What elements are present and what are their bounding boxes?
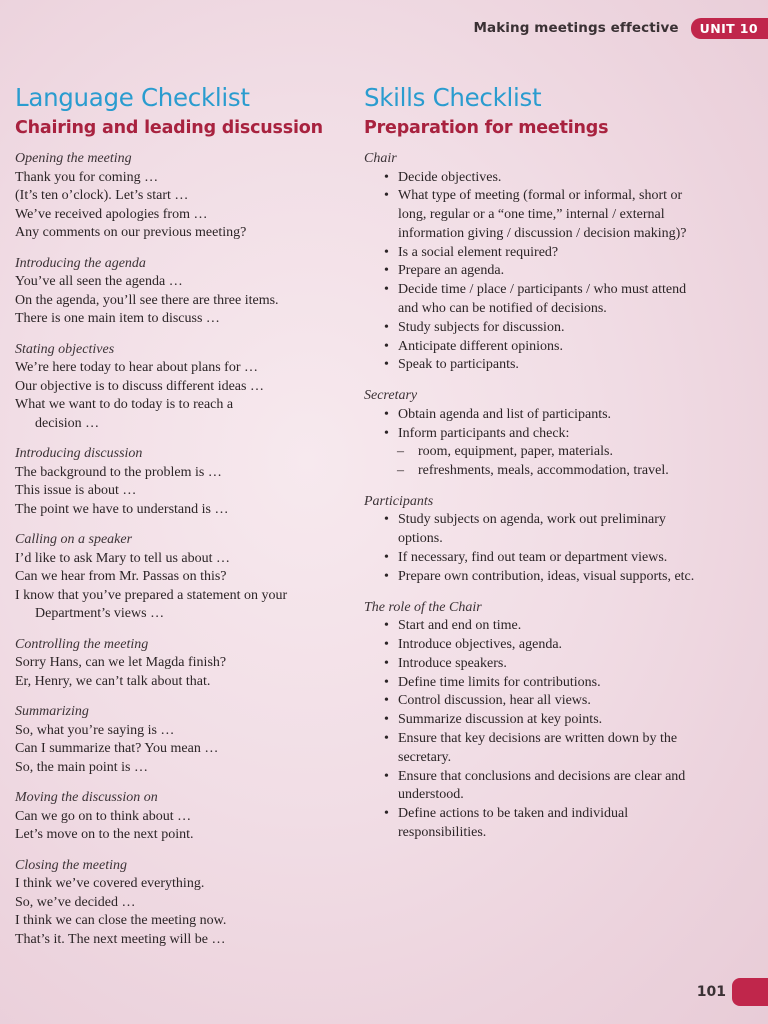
phrase-section [15,857,350,950]
skill-item-text: Summarize discussion at key points. [398,712,603,728]
page-header [473,14,768,42]
skill-item [384,730,709,768]
skill-item-text: Speak to participants. [398,357,519,373]
phrase-line: The background to the problem is … [15,464,222,480]
skill-item [384,768,709,806]
phrase-line: You’ve all seen the agenda … [15,274,183,289]
unit-badge: UNIT 10 [691,18,768,39]
skill-item-text: Anticipate different opinions. [398,338,563,354]
bullet-icon: • [384,730,389,746]
skill-item [384,443,709,462]
section-title: Introducing discussion [15,446,143,461]
phrase-line: Can I summarize that? You mean … [15,741,219,756]
header-title: Making meetings effective [473,20,679,36]
bullet-icon: • [384,712,389,728]
bullet-icon: • [384,768,389,784]
bullet-icon: • [384,319,389,335]
phrase-line: Our objective is to discuss different ideas … [15,378,264,394]
skill-item [384,169,709,188]
dash-marker: – [397,444,404,460]
skill-item [384,655,709,674]
skill-item-text: Inform participants and check: [398,425,570,441]
phrase-line: I know that you’ve prepared a statement on your [15,587,288,603]
skill-item-text: Is a social element required? [398,244,559,260]
skill-item-text: Study subjects on agenda, work out preliminary options. [398,512,666,547]
phrase-line: Can we go on to think about … [15,808,192,824]
skills-checklist-heading: Skills Checklist [364,83,542,112]
skill-item [384,425,709,444]
phrase-section [15,255,350,329]
skills-sections [364,150,709,843]
bullet-icon: • [384,357,389,373]
bullet-icon: • [384,512,389,528]
skill-section [364,599,709,843]
bullet-icon: • [384,169,389,185]
bullet-icon: • [384,425,389,441]
skill-item [384,636,709,655]
bullet-icon: • [384,550,389,566]
skill-item-text: Define actions to be taken and individual responsibilities. [398,806,629,840]
skill-item-text: If necessary, find out team or department views. [398,550,668,566]
phrase-line: Sorry Hans, can we let Magda finish? [15,655,227,670]
language-checklist-column [15,80,350,961]
skill-item [384,356,709,375]
bullet-icon: • [384,188,389,204]
phrase-section [15,341,350,434]
skill-item [384,568,709,587]
language-checklist-subheading: Chairing and leading discussion [15,118,323,138]
skill-item-text: Ensure that conclusions and decisions are clear and understood. [398,768,686,803]
phrase-line: Department’s views … [35,606,165,621]
phrase-line: There is one main item to discuss … [15,311,220,326]
bullet-icon: • [384,568,389,584]
section-title: Controlling the meeting [15,636,149,652]
skills-checklist-column [364,80,709,855]
skill-item [384,674,709,693]
phrase-line: Thank you for coming … [15,169,159,185]
language-checklist-heading: Language Checklist [15,83,250,112]
phrase-section [15,789,350,845]
bullet-icon: • [384,618,389,634]
section-title: Chair [364,151,397,166]
section-title: Summarizing [15,704,89,719]
skill-item [384,462,709,481]
skill-item-text: Decide objectives. [398,169,502,185]
phrase-line: Can we hear from Mr. Passas on this? [15,569,227,584]
page-tab-marker [732,978,768,1006]
skill-item-text: room, equipment, paper, materials. [418,444,613,460]
skill-item [384,406,709,425]
section-title: Introducing the agenda [15,255,146,271]
bullet-icon: • [384,263,389,279]
phrase-line: Let’s move on to the next point. [15,827,194,842]
skill-item-text: Define time limits for contributions. [398,674,601,690]
bullet-icon: • [384,282,389,298]
phrase-section [15,150,350,243]
section-title: Moving the discussion on [15,790,158,805]
skill-item [384,262,709,281]
phrase-line: I think we can close the meeting now. [15,913,227,928]
phrase-line: decision … [35,415,100,431]
skill-item-text: Study subjects for discussion. [398,319,565,335]
skill-section [364,387,709,481]
skill-item-text: Introduce speakers. [398,655,507,671]
bullet-icon: • [384,406,389,422]
skill-item-text: Decide time / place / participants / who must attend and who can be notified of decisions. [398,282,687,317]
skill-item [384,187,709,243]
phrase-line: Er, Henry, we can’t talk about that. [15,673,211,689]
phrase-line: I think we’ve covered everything. [15,876,205,891]
skill-item-text: Prepare an agenda. [398,263,505,279]
skill-item-text: Control discussion, hear all views. [398,693,591,709]
phrase-line: Any comments on our previous meeting? [15,225,247,240]
phrase-line: This issue is about … [15,483,137,498]
skill-item-text: Introduce objectives, agenda. [398,636,563,652]
skill-item-text: Prepare own contribution, ideas, visual supports, etc. [398,568,695,584]
section-title: Stating objectives [15,341,115,357]
section-title: Secretary [364,388,418,404]
bullet-icon: • [384,674,389,690]
skills-checklist-subheading: Preparation for meetings [364,118,609,138]
skill-item [384,338,709,357]
bullet-icon: • [384,806,389,822]
skill-section [364,493,709,587]
bullet-icon: • [384,636,389,652]
phrase-line: We’ve received apologies from … [15,206,208,222]
phrase-line: I’d like to ask Mary to tell us about … [15,550,231,566]
skill-list [364,617,709,843]
phrase-line: What we want to do today is to reach a [15,397,234,412]
bullet-icon: • [384,693,389,709]
bullet-icon: • [384,244,389,260]
phrase-line: So, the main point is … [15,759,148,775]
skill-item [384,711,709,730]
page-number-tab [697,978,768,1006]
phrase-section [15,445,350,519]
skill-list [364,511,709,586]
phrase-section [15,531,350,624]
language-sections [15,150,350,949]
skill-item-text: refreshments, meals, accommodation, travel. [418,463,669,479]
phrase-line: So, we’ve decided … [15,894,136,910]
skill-item [384,692,709,711]
phrase-line: On the agenda, you’ll see there are three items. [15,292,279,308]
skill-item-text: Start and end on time. [398,618,522,634]
skill-item [384,281,709,319]
skill-item-text: Obtain agenda and list of participants. [398,406,612,422]
skill-item [384,617,709,636]
skill-item-text: Ensure that key decisions are written down by the secretary. [398,730,678,765]
phrase-line: So, what you’re saying is … [15,722,175,738]
dash-marker: – [397,463,404,479]
section-title: Opening the meeting [15,151,132,166]
page-number: 101 [696,984,726,1000]
phrase-section [15,636,350,692]
skill-item-text: What type of meeting (formal or informal, short or long, regular or a “one time,” internal / external information giving / discussion / decision making)? [398,188,687,241]
phrase-line: We’re here today to hear about plans for … [15,360,258,375]
skill-item [384,511,709,549]
skill-item [384,319,709,338]
section-title: Calling on a speaker [15,532,133,547]
skill-list [364,406,709,481]
phrase-line: (It’s ten o’clock). Let’s start … [15,188,189,203]
skill-item [384,549,709,568]
skill-list [364,169,709,376]
phrase-line: The point we have to understand is … [15,501,229,517]
phrase-section [15,703,350,777]
bullet-icon: • [384,655,389,671]
skill-item [384,805,709,843]
section-title: Participants [364,493,434,509]
phrase-line: That’s it. The next meeting will be … [15,931,226,947]
section-title: The role of the Chair [364,599,482,615]
skill-section [364,150,709,375]
bullet-icon: • [384,338,389,354]
section-title: Closing the meeting [15,857,127,873]
skill-item [384,244,709,263]
